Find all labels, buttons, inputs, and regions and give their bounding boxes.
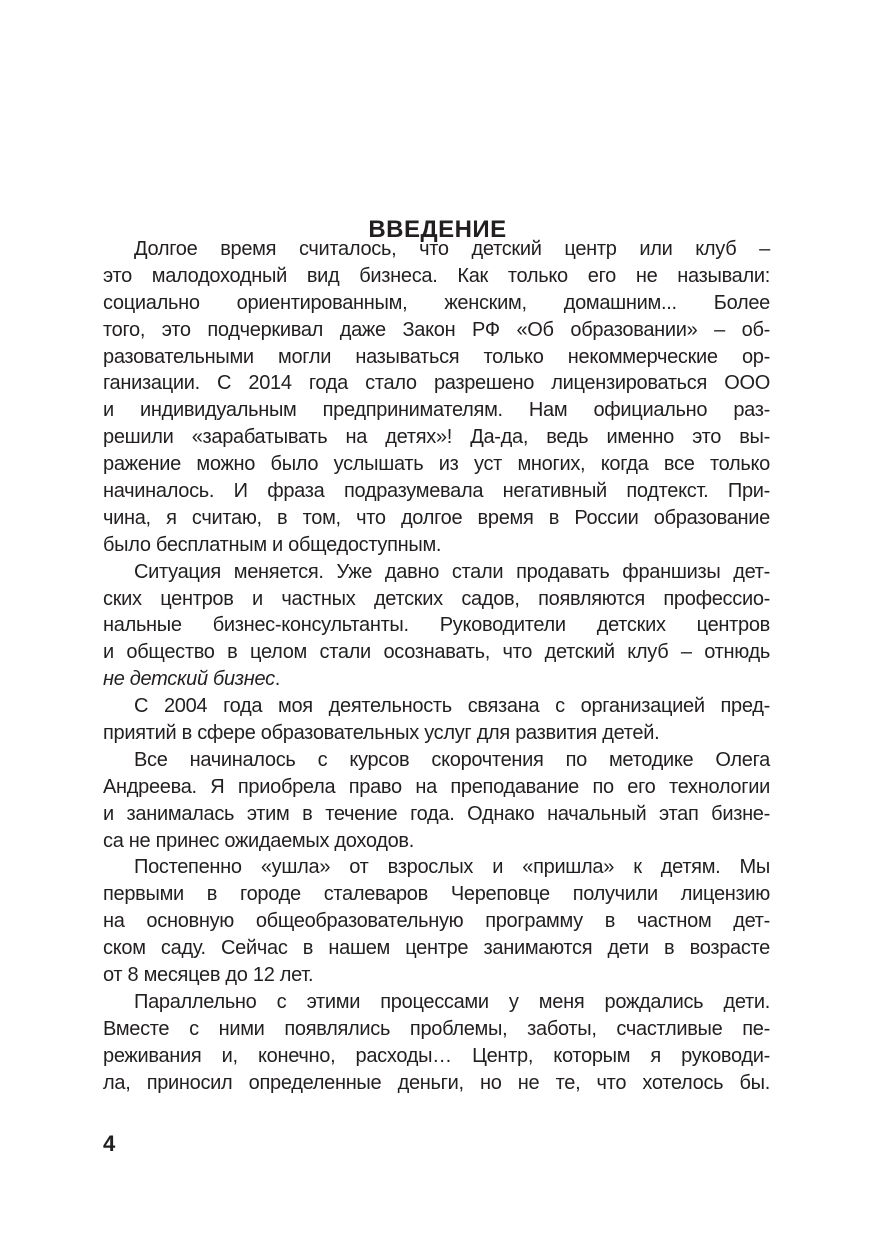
text-line: было бесплатным и общедоступным. bbox=[103, 533, 442, 556]
text-line: того, это подчеркивал даже Закон РФ «Об образовании» – об- bbox=[103, 318, 770, 341]
text-line: С 2004 года моя деятельность связана с организацией пред- bbox=[134, 695, 770, 718]
text-line: ском саду. Сейчас в нашем центре занимаются дети в возрасте bbox=[103, 937, 770, 960]
text-line: начиналось. И фраза подразумевала негативный подтекст. При- bbox=[103, 480, 770, 503]
text-line: чина, я считаю, в том, что долгое время в России образование bbox=[103, 506, 770, 529]
text-line: Ситуация меняется. Уже давно стали продавать франшизы дет- bbox=[134, 560, 770, 583]
paragraph bbox=[103, 854, 770, 988]
text-line: решили «зарабатывать на детях»! Да-да, ведь именно это вы- bbox=[103, 426, 770, 449]
text-line bbox=[103, 666, 770, 693]
sentence-end: . bbox=[274, 668, 281, 691]
text-line: и общество в целом стали осознавать, что детский клуб – отнюдь bbox=[103, 641, 770, 664]
text-line: разовательными могли называться только некоммерческие ор- bbox=[103, 345, 770, 368]
text-line: Андреева. Я приобрела право на преподавание по его технологии bbox=[103, 775, 770, 798]
text-line: Все начиналось с курсов скорочтения по методике Олега bbox=[134, 748, 770, 771]
paragraph bbox=[103, 236, 770, 559]
text-line: на основную общеобразовательную программу в частном дет- bbox=[103, 910, 770, 933]
text-line: первыми в городе сталеваров Череповце получили лицензию bbox=[103, 883, 770, 906]
text-line: нальные бизнес-консультанты. Руководители детских центров bbox=[103, 614, 770, 637]
text-line: ских центров и частных детских садов, появляются профессио- bbox=[103, 587, 770, 610]
chapter-title: ВВЕДЕНИЕ bbox=[368, 216, 507, 243]
paragraph bbox=[103, 559, 770, 693]
page-number: 4 bbox=[103, 1131, 116, 1156]
body-text bbox=[103, 236, 770, 1097]
text-line: и занималась этим в течение года. Однако начальный этап бизне- bbox=[103, 802, 770, 825]
text-line: Параллельно с этими процессами у меня рождались дети. bbox=[134, 990, 770, 1013]
text-line: социально ориентированным, женским, домашним... Более bbox=[103, 291, 770, 314]
italic-emphasis: не детский бизнес bbox=[103, 668, 275, 691]
text-line: реживания и, конечно, расходы… Центр, которым я руководи- bbox=[103, 1044, 770, 1067]
text-line: Постепенно «ушла» от взрослых и «пришла» к детям. Мы bbox=[134, 856, 770, 879]
text-line: ганизации. С 2014 года стало разрешено лицензироваться ООО bbox=[103, 372, 770, 395]
text-line: это малодоходный вид бизнеса. Как только его не называли: bbox=[103, 264, 770, 287]
text-line: Вместе с ними появлялись проблемы, заботы, счастливые пе- bbox=[103, 1017, 770, 1040]
paragraph bbox=[103, 693, 770, 747]
text-line: ражение можно было услышать из уст многих, когда все только bbox=[103, 453, 770, 476]
text-line: Долгое время считалось, что детский центр или клуб – bbox=[134, 238, 770, 260]
paragraph bbox=[103, 989, 770, 1097]
text-line: ла, приносил определенные деньги, но не те, что хотелось бы. bbox=[103, 1071, 770, 1094]
text-line: приятий в сфере образовательных услуг для развития детей. bbox=[103, 722, 660, 745]
paragraph bbox=[103, 747, 770, 855]
text-line: и индивидуальным предпринимателям. Нам официально раз- bbox=[103, 399, 770, 422]
text-line: от 8 месяцев до 12 лет. bbox=[103, 964, 314, 987]
text-line: са не принес ожидаемых доходов. bbox=[103, 829, 415, 852]
